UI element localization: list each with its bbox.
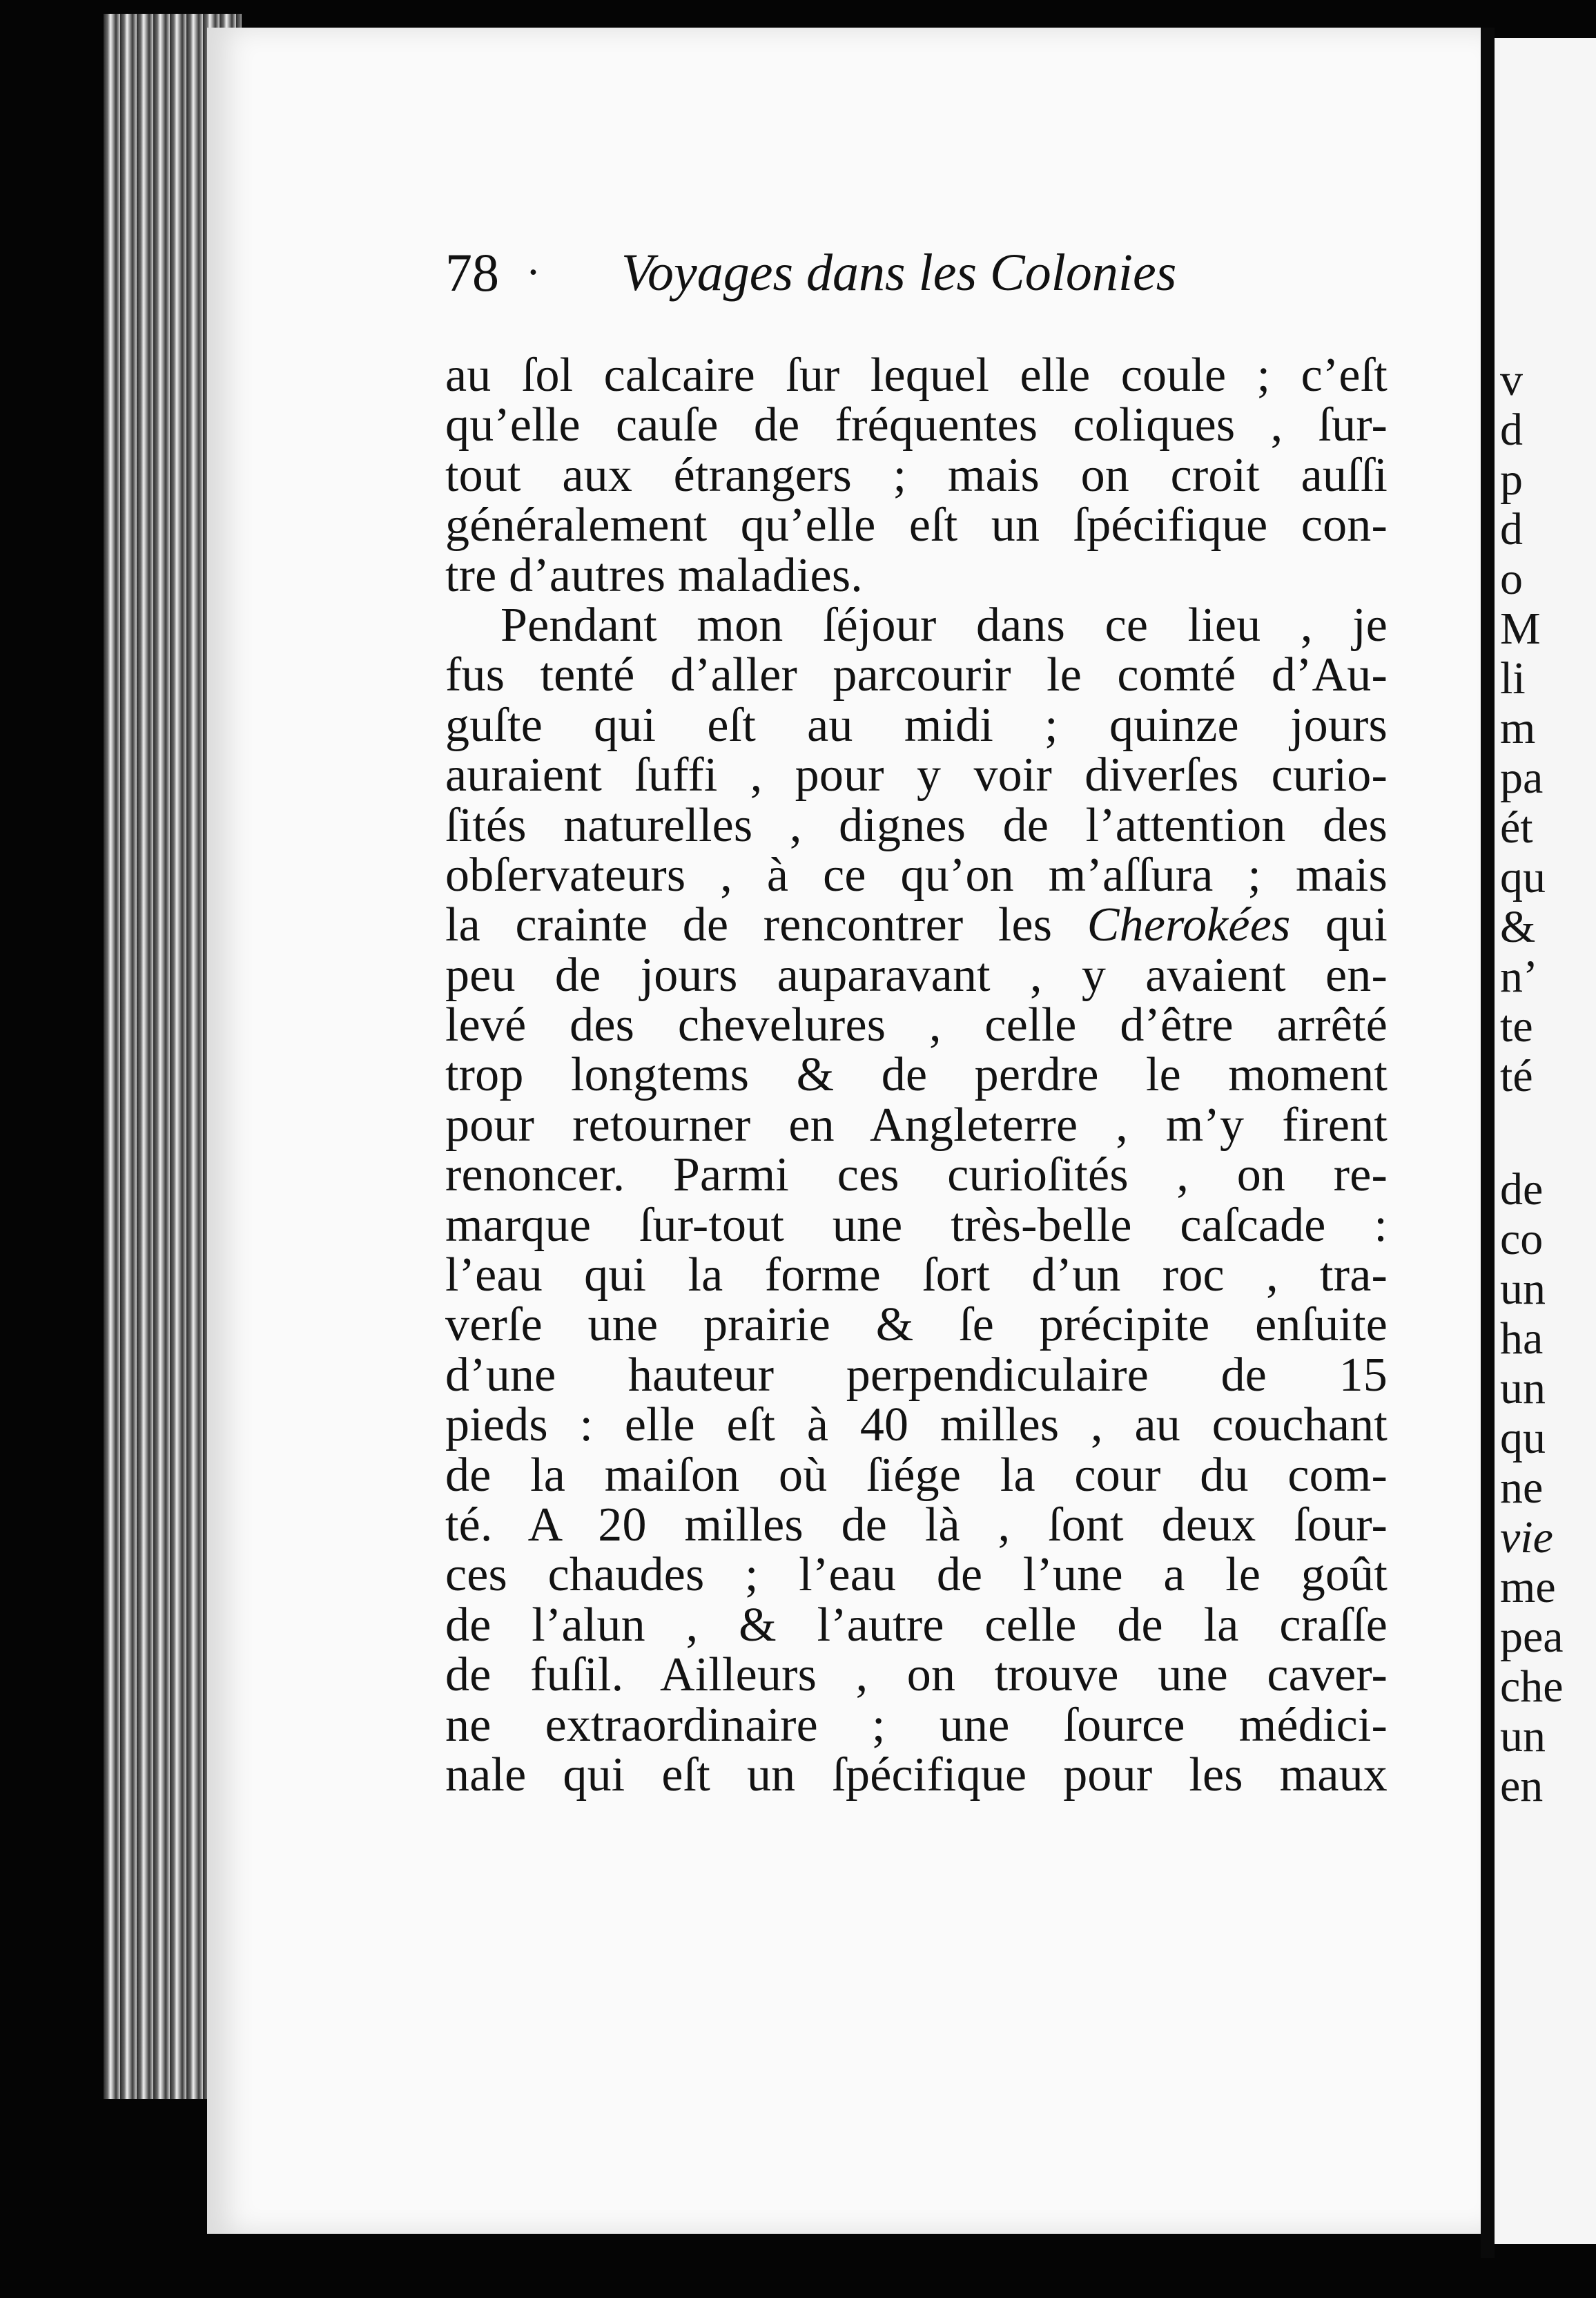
text-line: tre d’autres maladies. xyxy=(445,548,863,602)
facing-line: un xyxy=(1500,1711,1546,1761)
text-line-with-italic xyxy=(445,900,1388,950)
facing-line: me xyxy=(1500,1562,1556,1612)
facing-line: te xyxy=(1500,1001,1533,1052)
text-line: l’eau qui la forme ſort d’un roc , tra- xyxy=(445,1248,1388,1302)
facing-line: ne xyxy=(1500,1462,1544,1513)
text-line: peu de jours auparavant , y avaient en- xyxy=(445,948,1388,1002)
text-line: tout aux étrangers ; mais on croit auſſi xyxy=(445,448,1388,502)
facing-line: té xyxy=(1500,1051,1533,1101)
text-line: Pendant mon ſéjour dans ce lieu , je xyxy=(500,598,1388,652)
text-line: levé des chevelures , celle d’être arrêté xyxy=(445,998,1388,1052)
facing-line: qu xyxy=(1500,852,1546,902)
facing-line: un xyxy=(1500,1363,1546,1413)
facing-line: li xyxy=(1500,653,1526,704)
facing-line: & xyxy=(1500,902,1536,952)
text-segment: la crainte de rencontrer les xyxy=(445,898,1053,952)
facing-line: p xyxy=(1500,454,1523,505)
text-line: de fuſil. Ailleurs , on trouve une caver- xyxy=(445,1648,1388,1702)
text-line: fus tenté d’aller parcourir le comté d’Au- xyxy=(445,648,1388,702)
facing-line: en xyxy=(1500,1761,1544,1811)
text-line: ne extraordinaire ; une ſource médici- xyxy=(445,1698,1388,1752)
text-line: obſervateurs , à ce qu’on m’aſſura ; mais xyxy=(445,848,1388,902)
text-line: té. A 20 milles de là , ſont deux ſour- xyxy=(445,1498,1388,1552)
text-line: nale qui eſt un ſpécifique pour les maux xyxy=(445,1748,1388,1802)
running-title: Voyages dans les Colonies xyxy=(621,244,1177,302)
text-line: pieds : elle eſt à 40 milles , au couchant xyxy=(445,1398,1388,1452)
facing-line: co xyxy=(1500,1214,1544,1264)
text-segment: qui xyxy=(1325,898,1388,952)
facing-page-fragment xyxy=(1495,38,1596,2244)
text-line: renoncer. Parmi ces curioſités , on re- xyxy=(445,1148,1388,1202)
facing-line: n’ xyxy=(1500,952,1538,1002)
facing-line: d xyxy=(1500,405,1523,455)
text-line: verſe une prairie & ſe précipite enſuite xyxy=(445,1298,1388,1352)
facing-line: pa xyxy=(1500,753,1544,803)
text-line: auraient ſuffi , pour y voir diverſes curio- xyxy=(445,749,1388,802)
facing-line: de xyxy=(1500,1164,1544,1215)
text-line: marque ſur-tout une très-belle caſcade : xyxy=(445,1198,1388,1252)
body-text xyxy=(445,351,1388,1800)
facing-line: che xyxy=(1500,1661,1564,1712)
text-line: guſte qui eſt au midi ; quinze jours xyxy=(445,698,1388,752)
facing-line: qu xyxy=(1500,1413,1546,1463)
text-line: au ſol calcaire ſur lequel elle coule ; c’eſt xyxy=(445,349,1388,402)
text-line: qu’elle cauſe de fréquentes coliques , ſur- xyxy=(445,398,1388,452)
header-separator: · xyxy=(527,249,541,297)
facing-line: o xyxy=(1500,554,1523,604)
page-number: 78 xyxy=(445,242,499,302)
text-line: généralement qu’elle eſt un ſpécifique con- xyxy=(445,499,1388,552)
page-header xyxy=(445,235,1398,311)
text-line: d’une hauteur perpendiculaire de 15 xyxy=(445,1348,1388,1402)
facing-line: d xyxy=(1500,504,1523,554)
facing-line: pea xyxy=(1500,1612,1564,1662)
text-line: de l’alun , & l’autre celle de la craſſe xyxy=(445,1598,1388,1652)
text-line: de la maiſon où ſiége la cour du com- xyxy=(445,1448,1388,1502)
book-gutter xyxy=(1481,28,1495,2258)
facing-line: un xyxy=(1500,1264,1546,1314)
facing-line: v xyxy=(1500,355,1523,405)
facing-line: vie xyxy=(1500,1512,1553,1563)
italic-word: Cherokées xyxy=(1087,898,1291,952)
facing-line: ha xyxy=(1500,1313,1544,1364)
facing-line: M xyxy=(1500,604,1541,654)
facing-line: m xyxy=(1500,703,1536,753)
text-line: trop longtems & de perdre le moment xyxy=(445,1048,1388,1102)
facing-line: ét xyxy=(1500,802,1533,853)
text-line: ces chaudes ; l’eau de l’une a le goût xyxy=(445,1548,1388,1602)
text-line: ſités naturelles , dignes de l’attention des xyxy=(445,798,1388,852)
text-line: pour retourner en Angleterre , m’y firent xyxy=(445,1098,1388,1152)
